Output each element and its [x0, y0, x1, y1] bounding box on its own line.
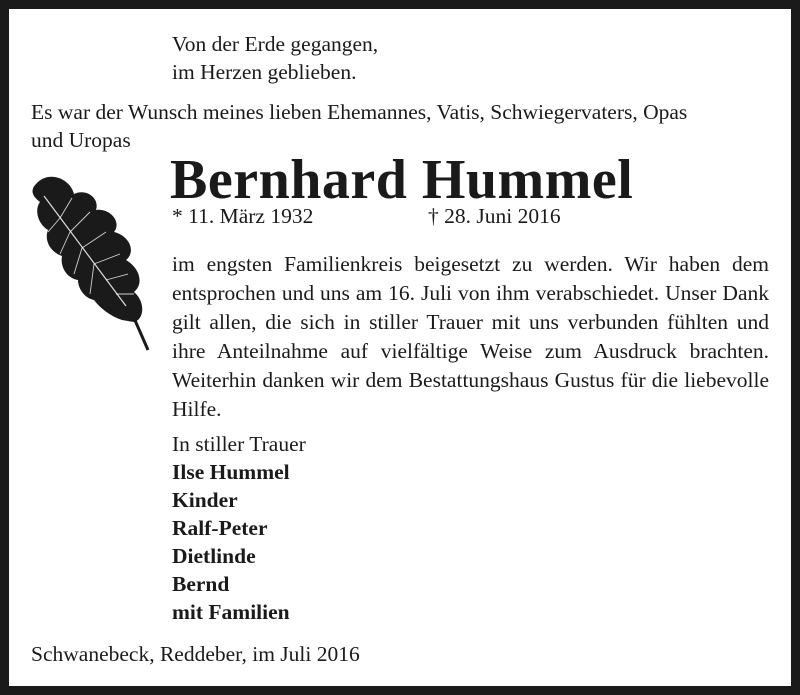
- quote-line-2: im Herzen geblieben.: [172, 60, 357, 84]
- deceased-name: Bernhard Hummel: [170, 149, 634, 211]
- footer-place-date: Schwanebeck, Reddeber, im Juli 2016: [31, 642, 360, 666]
- birth-date: * 11. März 1932: [172, 204, 314, 228]
- mourner-name: Dietlinde: [172, 544, 256, 568]
- quote-line-1: Von der Erde gegangen,: [172, 32, 379, 56]
- oak-leaf-icon: [30, 170, 152, 354]
- mourner-name: Ralf-Peter: [172, 516, 268, 540]
- death-date: † 28. Juni 2016: [428, 204, 561, 228]
- mourner-name: Kinder: [172, 488, 238, 512]
- body-text: im engsten Familienkreis beigesetzt zu werden. Wir haben dem entsprochen und uns am 16. Juli von ihm verabschiedet. Unser Dank gilt allen, die sich in stiller Trauer mit uns verbunden fühlten und ihre Anteilnahme auf vielfältige Weise zum Ausdruck brachten. Weiterhin danken wir dem Bestattungshaus Gustus für die liebevolle Hilfe.: [172, 252, 769, 421]
- mourner-name: Bernd: [172, 572, 230, 596]
- intro-line-2: und Uropas: [31, 128, 131, 152]
- mourner-name: mit Familien: [172, 600, 290, 624]
- mourner-name: Ilse Hummel: [172, 460, 290, 484]
- intro-line-1: Es war der Wunsch meines lieben Ehemannes, Vatis, Schwiegervaters, Opas: [31, 100, 688, 124]
- mourners-heading: In stiller Trauer: [172, 432, 306, 456]
